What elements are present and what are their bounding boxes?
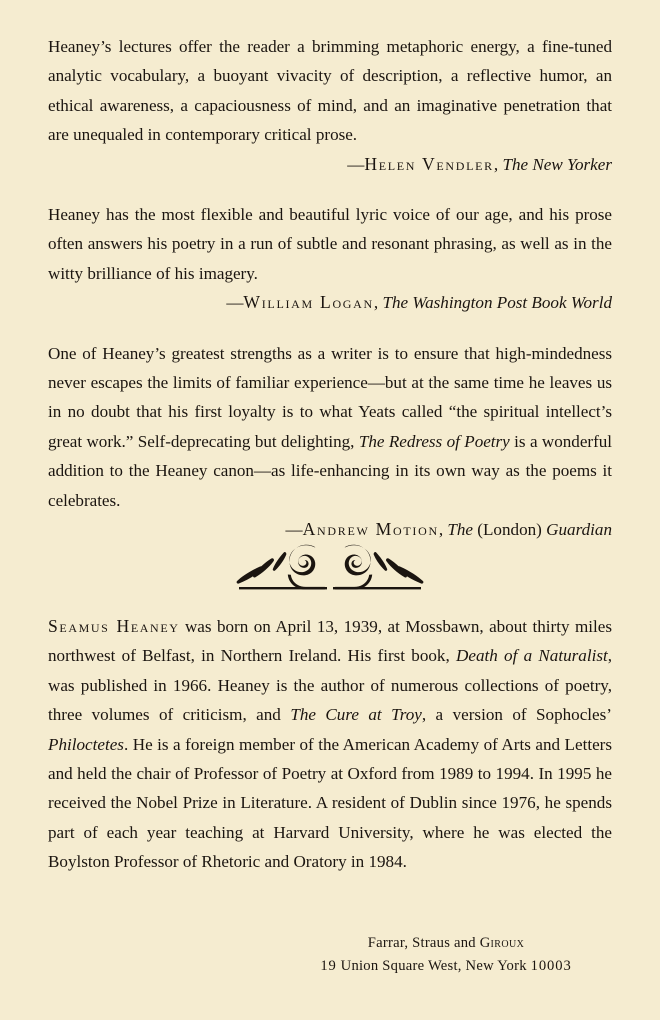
attribution-dash: — [226, 293, 244, 313]
bio-segment-2: , was published in 1966. Heaney is the author of numerous collections of poetry, three volumes of criticism, and [48, 646, 613, 725]
address-zip: 10003 [530, 958, 572, 974]
blurb-block-1 [48, 32, 612, 179]
attribution-publication-prefix: The [447, 520, 474, 540]
bio-book-title-3: Philoctetes [48, 734, 124, 754]
blurb-quote-2: Heaney has the most flexible and beautiful lyric voice of our age, and his prose often answers his poetry in a run of subtle and resonant phrasing, as well as in the witty brilliance of his imagery. [48, 205, 612, 283]
quote-book-title: The Redress of Poetry [358, 431, 510, 451]
author-bio-paragraph [48, 612, 612, 877]
blurb-block-2 [48, 200, 612, 318]
quote-part-2: is a wonderful addition to the Heaney canon—as life-enhancing in its own way as the poems it celebrates. [48, 431, 613, 510]
double-spiral-flourish-icon [222, 541, 438, 597]
publisher-name-smallcaps: iroux [490, 935, 525, 951]
attribution-dash: — [347, 154, 365, 174]
author-name: Seamus Heaney [48, 616, 180, 636]
attribution-publication-city: (London) [477, 520, 542, 540]
attribution-reviewer: William Logan [243, 292, 374, 313]
address-street-number: 19 [320, 958, 337, 974]
author-bio-container [48, 612, 612, 877]
bio-segment-3: , a version of Sophocles’ [421, 705, 612, 725]
attribution-separator: , [493, 154, 499, 174]
publisher-address [296, 955, 596, 978]
blurbs-column [48, 32, 612, 545]
blurb-quote-3 [48, 339, 612, 515]
bio-segment-4: . He is a foreign member of the American Academy of Arts and Letters and held the chair of Professor of Poetry at Oxford from 1989 to 1994. In 1995 he received the Nobel Prize in Literature. A resident of Dublin since 1976, he spends part of each year teaching at Harvard University, where he was elected the Boylston Professor of Rhetoric and Oratory in 1984. [48, 734, 612, 872]
blurb-attribution-2 [48, 288, 612, 317]
bio-book-title-1: Death of a Naturalist [456, 646, 608, 666]
blurb-gap-2 [48, 318, 612, 339]
blurb-attribution-1 [48, 150, 612, 179]
publisher-name [296, 932, 596, 955]
attribution-dash: — [285, 520, 303, 540]
attribution-reviewer: Andrew Motion [302, 519, 439, 540]
blurb-gap-1 [48, 179, 612, 200]
address-street: Union Square West, New York [336, 958, 531, 974]
bio-segment-1: was born on April 13, 1939, at Mossbawn, about thirty miles northwest of Belfast, in Northern Ireland. His first book, [48, 617, 612, 666]
publisher-footer [296, 932, 596, 978]
attribution-publication: The New Yorker [502, 154, 612, 174]
attribution-separator: , [373, 293, 379, 313]
attribution-separator: , [438, 520, 444, 540]
blurb-quote-1: Heaney’s lectures offer the reader a brimming metaphoric energy, a fine-tuned analytic vocabulary, a buoyant vivacity of description, a reflective humor, an ethical awareness, a capaciousness of mind, and an imaginative penetration that are unequaled in contemporary critical prose. [48, 37, 612, 145]
quote-part-1: One of Heaney’s greatest strengths as a writer is to ensure that high-mindedness never escapes the limits of familiar experience—but at the same time he leaves us in no doubt that his first loyalty is to what Yeats called “the spiritual intellect’s great work.” Self-deprecating but delighting, [48, 343, 612, 451]
bio-book-title-2: The Cure at Troy [290, 705, 422, 725]
attribution-reviewer: Helen Vendler [364, 153, 494, 174]
publisher-name-main: Farrar, Straus and G [367, 935, 491, 951]
ornament-container [0, 538, 660, 600]
attribution-publication: Guardian [546, 520, 612, 540]
attribution-publication: The Washington Post Book World [382, 293, 612, 313]
blurb-block-3 [48, 339, 612, 545]
